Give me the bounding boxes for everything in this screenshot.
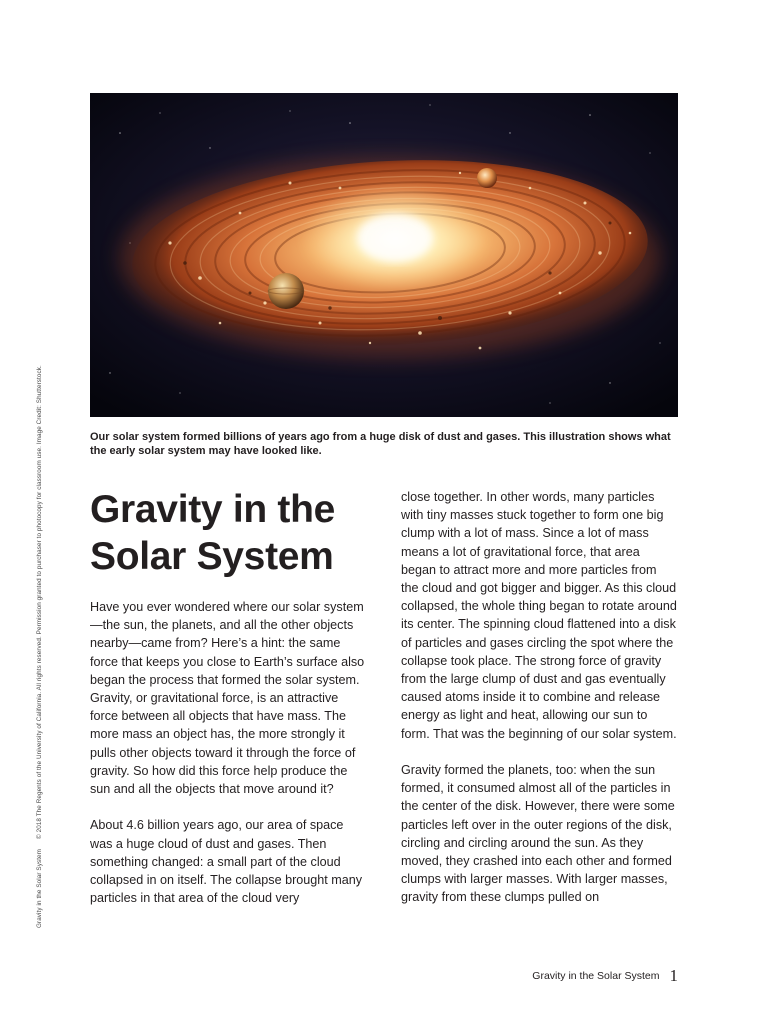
footer-title: Gravity in the Solar System [532, 970, 660, 982]
page-footer [460, 966, 678, 986]
paragraph: Have you ever wondered where our solar system—the sun, the planets, and all the other objects nearby—came from? Here’s a hint: the same force that keeps you close to Earth’s surface also began the process that formed the solar system. Gravity, or gravitational force, is an attractive force between all objects that have mass. The more mass an object has, the more strongly it pulls other objects toward it through the force of gravity. So how did this force help produce the sun and all the objects that move around it? [90, 600, 365, 797]
side-credit-line [36, 365, 43, 928]
right-column [401, 488, 677, 925]
paragraph: close together. In other words, many particles with tiny masses stuck together to form one big clump with a lot of mass. Since a lot of mass means a lot of gravitational force, that area began to attract more and more particles from the cloud and got bigger and bigger. As this cloud collapsed, the whole thing began to rotate around its center. The spinning cloud flattened into a disk of particles and gases circling the spot where the collapse took place. The strong force of gravity from the large clump of dust and gas eventually caused atoms inside it to combine and release energy as light and heat, allowing our sun to form. That was the beginning of our solar system. [401, 490, 677, 741]
page-title: Gravity in the Solar System [90, 488, 336, 578]
image-caption: Our solar system formed billions of years ago from a huge disk of dust and gases. This illustration shows what the early solar system may have looked like. [90, 431, 671, 457]
solar-system-illustration [90, 93, 678, 417]
page-number: 1 [669, 966, 678, 985]
paragraph: About 4.6 billion years ago, our area of space was a huge cloud of dust and gases. Then something changed: a small part of the cloud collapsed in on itself. The collapse brought many particles in that area of the cloud very [90, 818, 363, 906]
solar-disk-icon [90, 93, 678, 417]
side-course-name: Gravity in the Solar System [36, 849, 43, 928]
side-copyright: © 2018 The Regents of the University of California. All rights reserved. Permission granted to purchaser to photocopy for classroom use. Image Credit: Shutterstock. [36, 365, 43, 839]
paragraph: Gravity formed the planets, too: when the sun formed, it consumed almost all of the particles in the center of the disk. However, there were some particles left over in the outer regions of the disk, circling and circling around the sun. As they moved, they crashed into each other and formed clumps with larger masses. With larger masses, gravity from these clumps pulled on [401, 763, 675, 905]
left-column [90, 598, 366, 926]
